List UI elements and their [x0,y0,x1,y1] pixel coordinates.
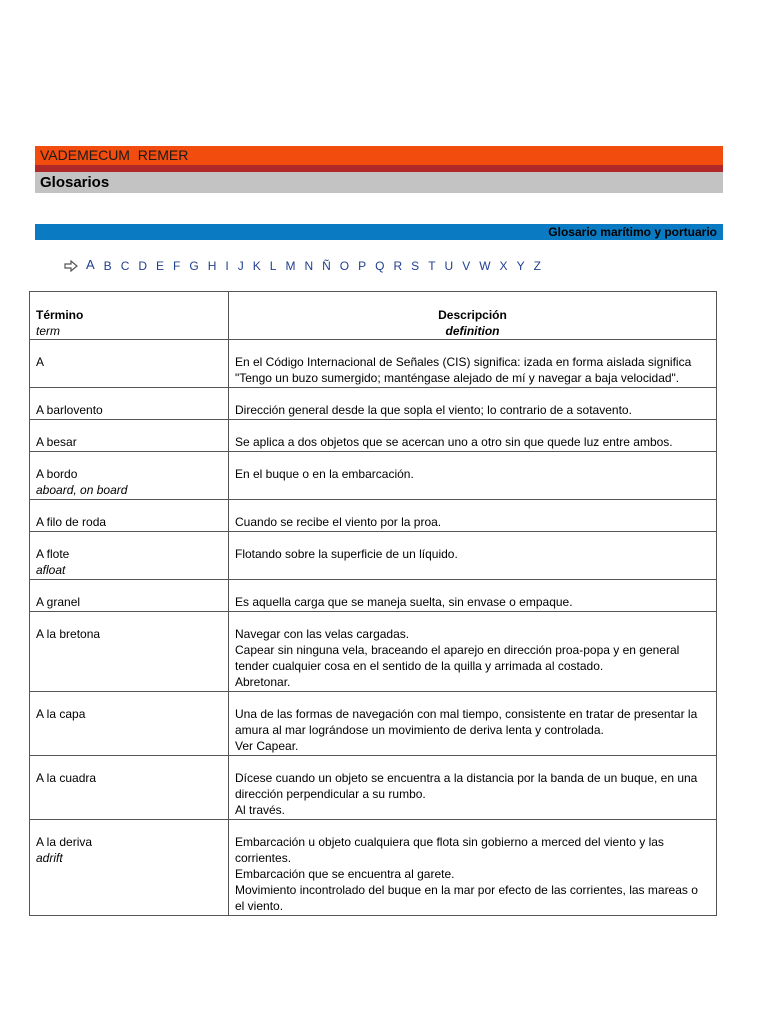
letter-link-s[interactable]: S [411,259,420,273]
letter-link-k[interactable]: K [252,259,261,273]
term-cell [30,532,229,580]
letter-link-b[interactable]: B [103,259,112,273]
term-text: A la capa [36,707,86,721]
term-cell [30,340,229,388]
letter-link-i[interactable]: I [225,259,229,273]
letter-link-v[interactable]: V [462,259,471,273]
term-english: aboard, on board [36,483,128,497]
letter-link-q[interactable]: Q [375,259,385,273]
term-text: A filo de roda [36,515,107,529]
description-cell [229,820,717,916]
term-cell [30,452,229,500]
term-text: A la bretona [36,627,101,641]
description-text: En el Código Internacional de Señales (CIS) significa: izada en forma aislada significa "Tengo un buzo sumergido; manténgase alejado de mí y navegar a baja velocidad". [235,355,692,385]
description-text: Ver Capear. [235,739,299,753]
term-text: A la deriva [36,835,93,849]
letter-link-r[interactable]: R [393,259,403,273]
alphabet-index [64,257,550,275]
letter-link-o[interactable]: O [339,259,350,273]
term-text: A besar [36,435,77,449]
table-row [30,388,717,420]
term-cell [30,580,229,612]
letter-link-j[interactable]: J [237,259,244,273]
description-cell [229,500,717,532]
description-text: En el buque o en la embarcación. [235,467,414,481]
table-row [30,756,717,820]
description-cell [229,388,717,420]
term-text: A flote [36,547,70,561]
description-text: Movimiento incontrolado del buque en la mar por efecto de las corrientes, las mareas o el viento. [235,883,698,913]
term-header-es: Término [36,308,84,322]
description-text: Se aplica a dos objetos que se acercan uno a otro sin que quede luz entre ambos. [235,435,673,449]
term-header-en: term [36,324,60,338]
letter-link-ñ[interactable]: Ñ [322,259,331,273]
term-text: A [36,355,45,369]
letter-link-g[interactable]: G [189,259,199,273]
term-cell [30,820,229,916]
table-row [30,820,717,916]
description-text: Al través. [235,803,286,817]
description-cell [229,532,717,580]
description-text: Abretonar. [235,675,291,689]
term-cell [30,500,229,532]
table-row [30,420,717,452]
table-row [30,532,717,580]
table-row [30,500,717,532]
table-row [30,612,717,692]
term-text: A bordo [36,467,78,481]
description-cell [229,340,717,388]
description-text: Una de las formas de navegación con mal tiempo, consistente en tratar de presentar la amura al mar lográndose un movimiento de deriva lenta y controlada. [235,707,698,737]
letter-link-y[interactable]: Y [516,259,525,273]
term-cell [30,612,229,692]
letter-link-f[interactable]: F [173,259,181,273]
description-header-es: Descripción [438,308,507,322]
table-row [30,580,717,612]
table-row [30,692,717,756]
description-text: Embarcación que se encuentra al garete. [235,867,455,881]
description-text: Embarcación u objeto cualquiera que flota sin gobierno a merced del viento y las corrientes. [235,835,664,865]
letter-link-a[interactable]: A [86,256,95,272]
description-header-en: definition [445,324,500,338]
letter-link-l[interactable]: L [269,259,277,273]
table-row [30,452,717,500]
term-text: A granel [36,595,81,609]
letter-link-w[interactable]: W [479,259,491,273]
description-text: Flotando sobre la superficie de un líquido. [235,547,458,561]
letter-link-t[interactable]: T [428,259,436,273]
description-text: Dirección general desde la que sopla el viento; lo contrario de a sotavento. [235,403,632,417]
description-cell [229,452,717,500]
letter-link-e[interactable]: E [156,259,165,273]
description-text: Capear sin ninguna vela, braceando el aparejo en dirección proa-popa y en general tender cualquier cosa en el sentido de la quilla y arrimada al costado. [235,643,680,673]
letter-link-z[interactable]: Z [533,259,541,273]
brand-stripe [35,165,723,172]
subsection-title: Glosario marítimo y portuario [35,224,723,240]
glossary-table [29,291,717,916]
description-cell [229,756,717,820]
letter-link-x[interactable]: X [499,259,508,273]
section-title: Glosarios [35,172,723,193]
letter-link-c[interactable]: C [120,259,130,273]
description-text: Dícese cuando un objeto se encuentra a la distancia por la banda de un buque, en una dirección perpendicular a su rumbo. [235,771,698,801]
description-text: Cuando se recibe el viento por la proa. [235,515,442,529]
table-row [30,340,717,388]
arrow-right-icon [64,260,78,272]
letter-link-m[interactable]: M [285,259,296,273]
description-cell [229,580,717,612]
letter-link-d[interactable]: D [138,259,148,273]
letter-link-p[interactable]: P [358,259,367,273]
term-text: A barlovento [36,403,103,417]
term-text: A la cuadra [36,771,97,785]
letter-link-h[interactable]: H [207,259,217,273]
term-cell [30,756,229,820]
description-cell [229,692,717,756]
term-cell [30,420,229,452]
term-cell [30,692,229,756]
description-cell [229,612,717,692]
term-header [30,292,229,340]
term-english: afloat [36,563,66,577]
letter-link-u[interactable]: U [444,259,454,273]
description-header [229,292,717,340]
description-text: Navegar con las velas cargadas. [235,627,410,641]
table-header-row [30,292,717,340]
description-cell [229,420,717,452]
term-cell [30,388,229,420]
letter-link-n[interactable]: N [304,259,314,273]
description-text: Es aquella carga que se maneja suelta, sin envase o empaque. [235,595,573,609]
brand-banner: VADEMECUM REMER [35,146,723,165]
term-english: adrift [36,851,63,865]
